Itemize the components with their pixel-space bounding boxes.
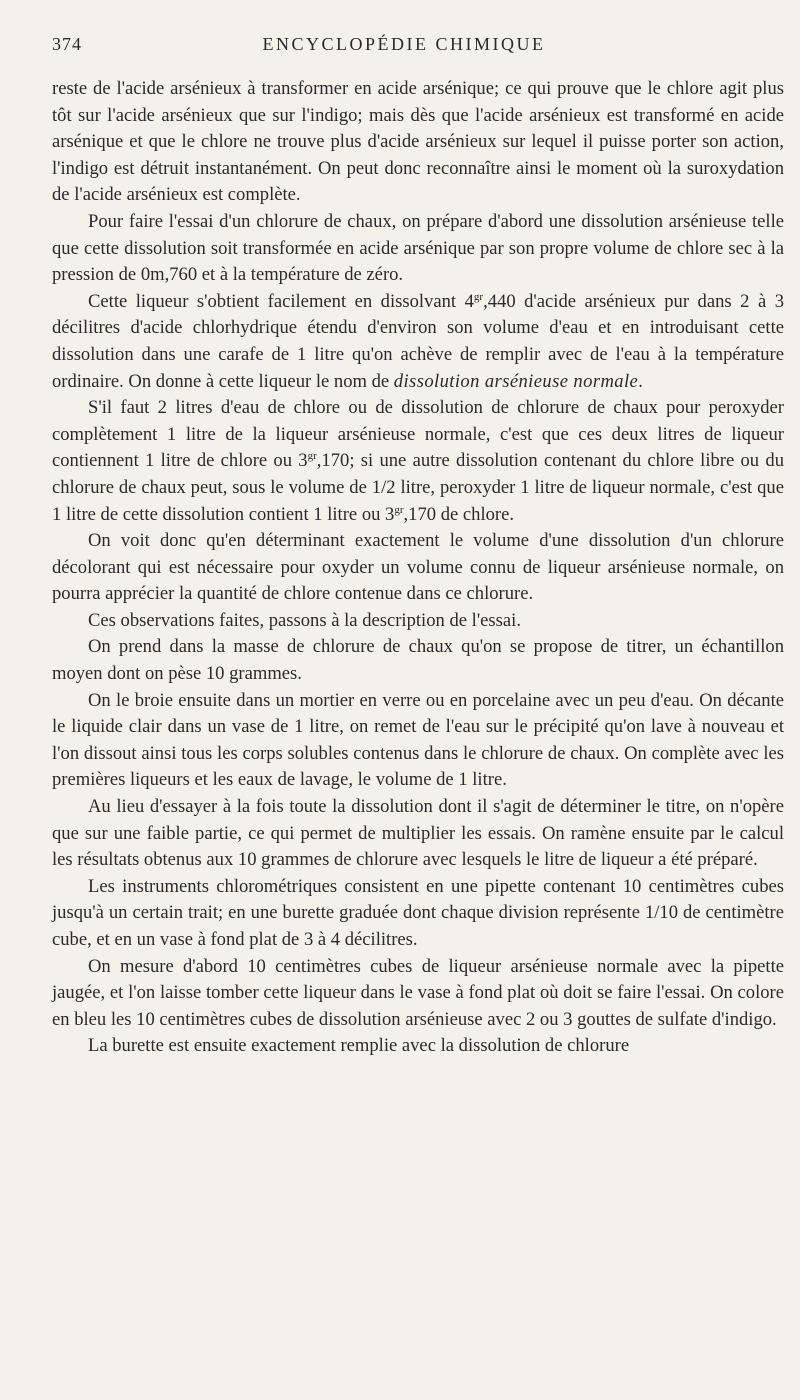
italic-term: dissolution arsénieuse normale	[393, 370, 639, 392]
paragraph-7: On prend dans la masse de chlorure de chaux qu'on se propose de titrer, un échantillon moyen dont on pèse 10 grammes.	[52, 636, 784, 685]
paragraph-8: On le broie ensuite dans un mortier en verre ou en porcelaine avec un peu d'eau. On décante le liquide clair dans un vase de 1 litre, on remet de l'eau sur le précipité qu'on lave à nouveau et l'on dissout ainsi tous les corps solubles contenus dans le chlorure de chaux. On complète avec les premières liqueurs et les eaux de lavage, le volume de 1 litre.	[52, 689, 784, 791]
paragraph-3-text-middle: ,440 d'acide arsénieux pur dans 2 à 3 décilitres d'acide chlorhydrique étendu d'environ son volume d'eau et en introduisant cette dissolution dans une carafe de 1 litre qu'on achève de remplir avec de l'eau à la température ordinaire. On donne à cette liqueur le nom de	[52, 290, 784, 392]
paragraph-9: Au lieu d'essayer à la fois toute la dissolution dont il s'agit de déterminer le titre, on n'opère que sur une faible partie, ce qui permet de multiplier les essais. On ramène ensuite par le calcul les résultats obtenus aux 10 grammes de chlorure avec lesquels le litre de liqueur a été préparé.	[52, 796, 784, 871]
gram-abbreviation: gr	[473, 290, 484, 303]
paragraph-4-text-after: ,170 de chlore.	[403, 503, 515, 525]
paragraph-6: Ces observations faites, passons à la description de l'essai.	[88, 609, 521, 631]
paragraph-3-text-after: .	[638, 370, 643, 392]
gram-abbreviation: gr	[307, 450, 317, 463]
paragraph-4	[52, 395, 784, 528]
paragraph-3-text-before: Cette liqueur s'obtient facilement en dissolvant 4	[88, 290, 474, 312]
paragraph-11: On mesure d'abord 10 centimètres cubes de liqueur arsénieuse normale avec la pipette jaugée, et l'on laisse tomber cette liqueur dans le vase à fond plat où doit se faire l'essai. On colore en bleu les 10 centimètres cubes de dissolution arsénieuse avec 2 ou 3 gouttes de sulfate d'indigo.	[52, 955, 784, 1030]
paragraph-4-text-before: S'il faut 2 litres d'eau de chlore ou de dissolution de chlorure de chaux pour peroxyder complètement 1 litre de la liqueur arsénieuse normale, c'est que ces deux litres de liqueur contiennent 1 litre de chlore ou 3	[52, 397, 784, 472]
paragraph-1: reste de l'acide arsénieux à transformer en acide arsénique; ce qui prouve que le chlore agit plus tôt sur l'acide arsénieux que sur l'indigo; mais dès que l'acide arsénieux est transformé en acide arsénique et que le chlore ne trouve plus d'acide arsénieux sur lequel il puisse porter son action, l'indigo est détruit instantanément. On peut donc reconnaître ainsi le moment où la suroxydation de l'acide arsénieux est complète.	[52, 78, 784, 206]
running-head: ENCYCLOPÉDIE CHIMIQUE	[262, 34, 546, 54]
page-number: 374	[52, 34, 82, 54]
page-header	[52, 34, 756, 58]
gram-abbreviation: gr	[394, 503, 404, 516]
body-text	[52, 76, 784, 1060]
paragraph-10: Les instruments chlorométriques consistent en une pipette contenant 10 centimètres cubes jusqu'à un certain trait; en une burette graduée dont chaque division représente 1/10 de centimètre cube, et en un vase à fond plat de 3 à 4 décilitres.	[52, 875, 784, 950]
paragraph-3	[52, 289, 784, 395]
paragraph-4-text-middle: ,170; si une autre dissolution contenant du chlore libre ou du chlorure de chaux peut, sous le volume de 1/2 litre, peroxyder 1 litre de liqueur normale, c'est que 1 litre de cette dissolution contient 1 litre ou 3	[52, 450, 784, 525]
paragraph-12: La burette est ensuite exactement remplie avec la dissolution de chlorure	[88, 1035, 630, 1057]
paragraph-2: Pour faire l'essai d'un chlorure de chaux, on prépare d'abord une dissolution arsénieuse telle que cette dissolution soit transformée en acide arsénique par son propre volume de chlore sec à la pression de 0m,760 et à la température de zéro.	[52, 210, 784, 286]
paragraph-5: On voit donc qu'en déterminant exactement le volume d'une dissolution d'un chlorure décolorant qui est nécessaire pour oxyder un volume connu de liqueur arsénieuse normale, on pourra apprécier la quantité de chlore contenue dans ce chlorure.	[52, 530, 784, 605]
